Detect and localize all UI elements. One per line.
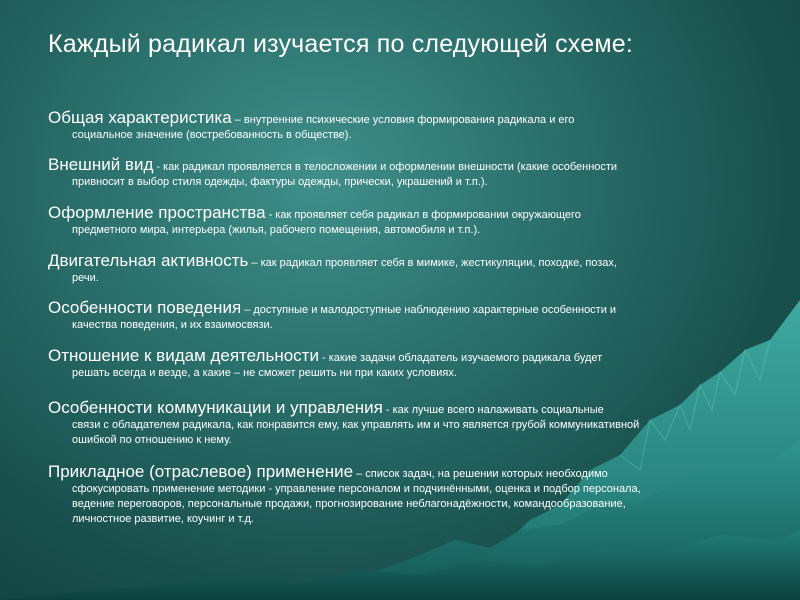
item-description-continued (48, 128, 768, 143)
item-description-continued (48, 271, 768, 286)
item-description-continued (48, 366, 768, 381)
item-description: – список задач, на решении которых необходимо (353, 468, 608, 480)
item-heading: Прикладное (отраслевое) применение (48, 462, 354, 481)
item-description-line: решать всегда и везде, а какие – не сможет решить ни при каких условиях. (72, 367, 457, 379)
item-description: - какие задачи обладатель изучаемого радикала будет (318, 352, 603, 364)
scheme-item-general (48, 108, 768, 143)
item-description: - как радикал проявляется в телосложении и оформлении внешности (какие особенности (153, 161, 618, 173)
item-description-continued (48, 418, 768, 448)
scheme-item-space (48, 203, 768, 238)
item-description-line: предметного мира, интерьера (жилья, рабочего помещения, автомобиля и т.п.). (72, 224, 481, 236)
item-description: - как проявляет себя радикал в формировании окружающего (265, 209, 581, 221)
item-heading: Общая характеристика (48, 108, 232, 127)
item-description-line: ошибкой по отношению к нему. (72, 434, 232, 446)
item-heading: Двигательная активность (48, 251, 249, 270)
scheme-item-appearance (48, 155, 768, 190)
item-description-line: качества поведения, и их взаимосвязи. (72, 319, 273, 331)
item-heading: Особенности поведения (48, 298, 242, 317)
item-heading: Внешний вид (48, 155, 154, 174)
item-description: – доступные и малодоступные наблюдению характерные особенности и (241, 304, 617, 316)
item-description-line: связи с обладателем радикала, как понравится ему, как управлять им и что является грубой коммуникативной (72, 419, 640, 431)
item-description-continued (48, 318, 768, 333)
item-description: – внутренние психические условия формирования радикала и его (231, 114, 575, 126)
scheme-item-application (48, 462, 768, 527)
item-description-line: личностное развитие, коучинг и т.д. (72, 513, 254, 525)
scheme-item-communication (48, 398, 768, 448)
item-description-continued (48, 482, 768, 527)
slide-title: Каждый радикал изучается по следующей схеме: (48, 30, 633, 58)
scheme-item-motor-activity (48, 251, 768, 286)
scheme-item-activity-attitude (48, 346, 768, 381)
item-description: - как лучше всего налаживать социальные (382, 404, 604, 416)
item-description-line: ведение переговоров, персональные продажи, прогнозирование неблагонадёжности, командообразование, (72, 498, 626, 510)
item-description: – как радикал проявляет себя в мимике, жестикуляции, походке, позах, (248, 257, 617, 269)
item-heading: Отношение к видам деятельности (48, 346, 319, 365)
scheme-item-behavior (48, 298, 768, 333)
item-description-line: речи. (72, 272, 99, 284)
item-description-line: сфокусировать применение методики - управление персоналом и подчинёнными, оценка и подбор персонала, (72, 483, 641, 495)
item-description-line: социальное значение (востребованность в обществе). (72, 129, 352, 141)
item-heading: Особенности коммуникации и управления (48, 398, 383, 417)
item-description-continued (48, 175, 768, 190)
item-description-line: привносит в выбор стиля одежды, фактуры одежды, прически, украшений и т.п.). (72, 176, 488, 188)
item-description-continued (48, 223, 768, 238)
item-heading: Оформление пространства (48, 203, 266, 222)
